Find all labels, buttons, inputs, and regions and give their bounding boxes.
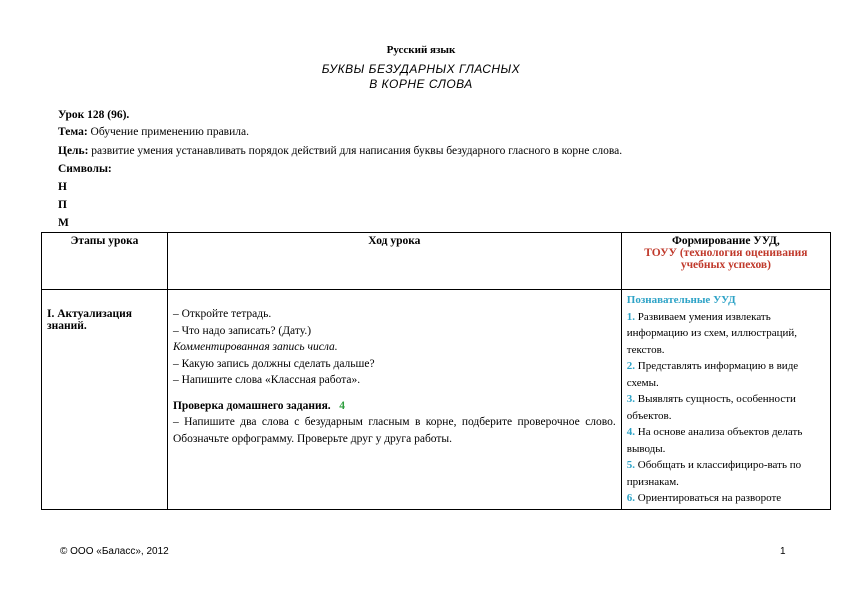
homework-text: – Напишите два слова с безударным гласным в корне, подберите проверочное слово. Обозначьте орфограмму. Проверьте друг у друга работы.: [172, 416, 616, 445]
lesson-line: – Напишите слова «Классная работа».: [172, 374, 361, 386]
header-stages: Этапы урока: [42, 233, 168, 290]
lesson-title-line-1: БУКВЫ БЕЗУДАРНЫХ ГЛАСНЫХ: [321, 62, 521, 76]
lesson-line: – Какую запись должны сделать дальше?: [172, 357, 375, 370]
lesson-line: – Откройте тетрадь.: [172, 308, 272, 320]
copyright: © ООО «Баласс», 2012: [60, 546, 169, 557]
header-uud-line1: Формирование УУД,: [671, 235, 780, 247]
table-header-row: [42, 233, 831, 290]
uud-item: 2. Представлять информацию в виде схемы.: [626, 360, 799, 389]
goal-label: Цель:: [58, 145, 89, 157]
header-lesson-flow: Ход урока: [167, 233, 621, 290]
lesson-number: Урок 128 (96).: [58, 109, 130, 121]
stage-label: I. Актуализация знаний.: [47, 308, 133, 332]
symbol-m: М: [58, 217, 69, 229]
topic-label: Тема:: [58, 126, 88, 138]
uud-item: 4. На основе анализа объектов делать выводы.: [626, 426, 803, 455]
uud-item: 5. Обобщать и классифициро-вать по признакам.: [626, 459, 802, 488]
symbol-n: Н: [58, 181, 67, 193]
lesson-topic: [58, 125, 249, 140]
topic-text: Обучение применению правила.: [90, 126, 249, 138]
homework-heading: [173, 398, 616, 415]
uud-item: 1. Развиваем умения извлекать информацию из схем, иллюстраций, текстов.: [626, 310, 797, 356]
symbol-p: П: [58, 199, 67, 211]
uud-item: 6. Ориентироваться на развороте: [626, 492, 782, 504]
table-row: [42, 290, 831, 510]
page-number: 1: [780, 546, 786, 557]
lesson-line-italic: Комментированная запись числа.: [172, 341, 338, 353]
lesson-goal: [58, 144, 622, 159]
subject-heading: Русский язык: [386, 44, 456, 56]
uud-cell: [621, 290, 830, 510]
stage-cell: [42, 290, 168, 510]
lesson-table: [41, 232, 831, 510]
goal-text: развитие умения устанавливать порядок действий для написания буквы безударного гласного в корне слова.: [91, 145, 623, 157]
homework-title: Проверка домашнего задания.: [172, 399, 331, 412]
homework-mark: 4: [339, 399, 346, 412]
header-uud: [621, 233, 830, 290]
uud-title: Познавательные УУД: [626, 294, 736, 306]
lesson-line: – Что надо записать? (Дату.): [172, 324, 312, 337]
header-touu: ТОУУ (технология оценивания учебных успехов): [644, 247, 808, 271]
lesson-flow-cell: [167, 290, 621, 510]
lesson-title-line-2: В КОРНЕ СЛОВА: [369, 77, 473, 91]
uud-item: 3. Выявлять сущность, особенности объектов.: [626, 393, 796, 422]
symbols-label: Символы:: [58, 163, 112, 175]
